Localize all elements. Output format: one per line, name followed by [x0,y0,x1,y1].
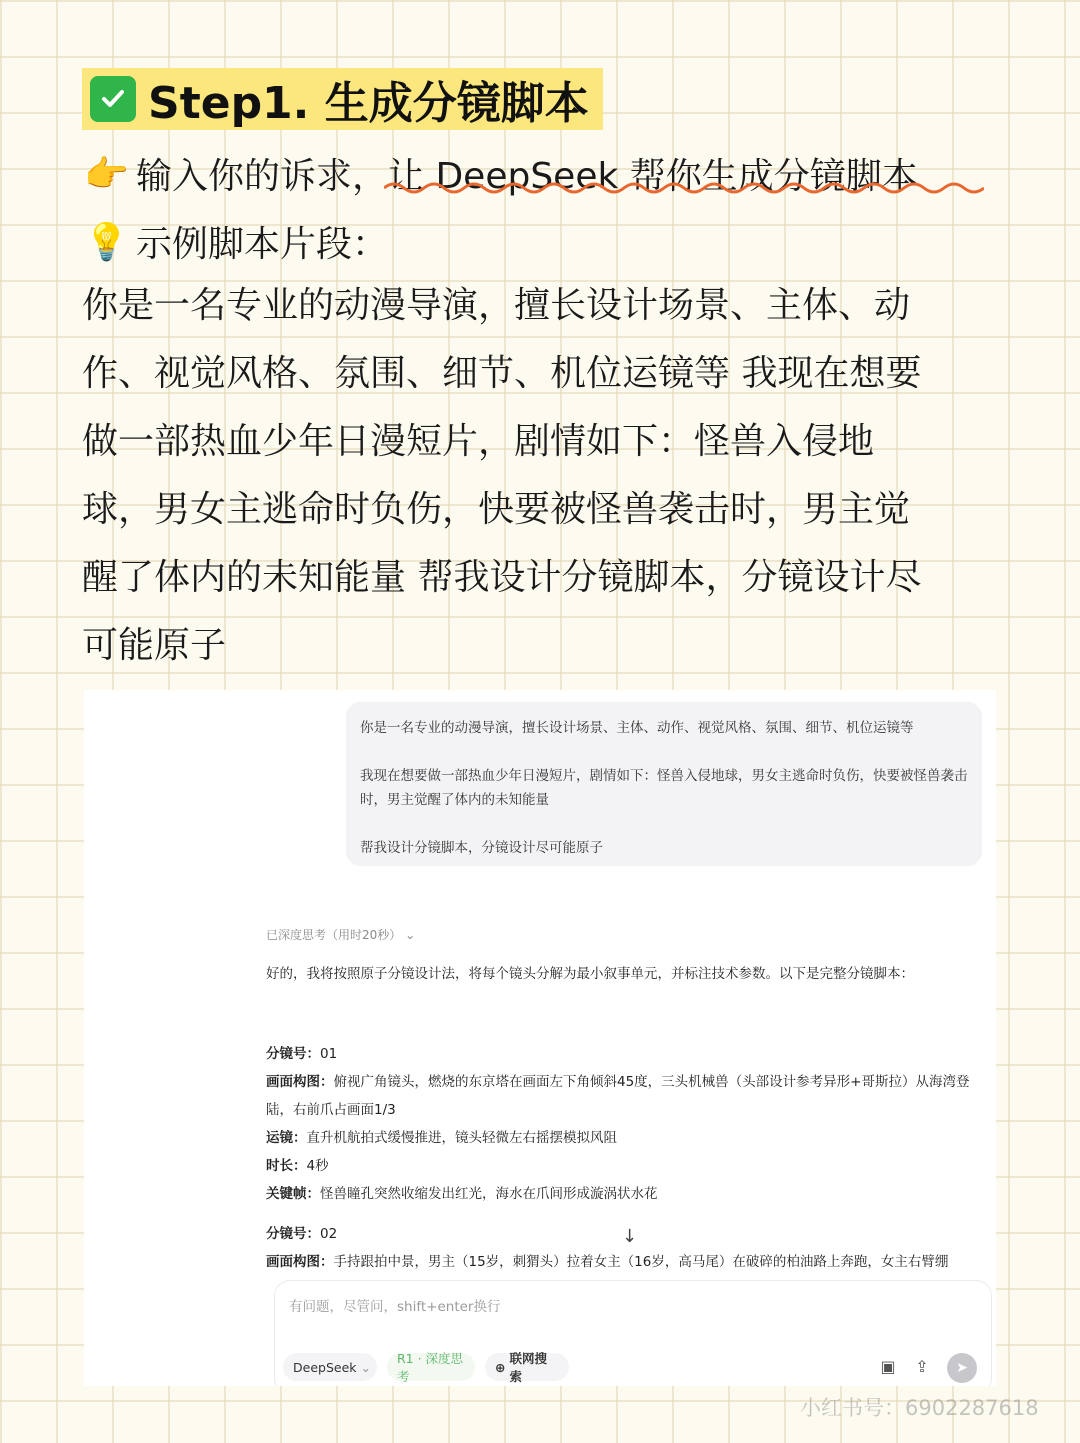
chat-screenshot [84,690,996,1386]
user-message-line: 你是一名专业的动漫导演，擅长设计场景、主体、动作、视觉风格、氛围、细节、机位运镜等 [360,720,914,736]
page-title: Step1. 生成分镜脚本 [148,78,589,129]
globe-icon: ⊕ [495,1359,506,1375]
send-arrow-icon: ➤ [956,1360,968,1376]
user-message-line: 我现在想要做一部热血少年日漫短片，剧情如下：怪兽入侵地球，男女主逃命时负伤，快要被怪兽袭击时，男主觉醒了体内的未知能量 [360,768,968,808]
chevron-down-icon: ⌄ [360,1359,371,1375]
lightbulb-icon: 💡 [84,221,129,263]
example-prompt-paragraph [82,272,1002,680]
paragraph-line: 做一部热血少年日漫短片，剧情如下：怪兽入侵地 [82,421,875,462]
chat-input-box[interactable] [274,1280,992,1386]
checkmark-icon [90,76,136,122]
reply-intro: 好的，我将按照原子分镜设计法，将每个镜头分解为最小叙事单元，并标注技术参数。以下是完整分镜脚本： [266,966,914,982]
instruction-text: 输入你的诉求，让 DeepSeek 帮你生成分镜脚本 [136,156,918,197]
send-button[interactable] [947,1353,977,1383]
user-message-line: 帮我设计分镜脚本，分镜设计尽可能原子 [360,840,603,856]
paragraph-line: 可能原子 [82,625,227,666]
image-upload-icon[interactable]: ▣ [880,1356,896,1376]
thinking-toggle[interactable]: 已深度思考（用时20秒） ⌄ [266,928,416,942]
paragraph-line: 球，男女主逃命时负伤，快要被怪兽袭击时，男主觉 [82,489,911,530]
wavy-underline [384,178,984,198]
example-heading [84,216,388,267]
pointing-hand-icon: 👉 [84,153,129,195]
title-banner [82,68,603,130]
scroll-down-arrow-icon[interactable]: ↓ [622,1226,638,1247]
paragraph-line: 醒了体内的未知能量 帮我设计分镜脚本，分镜设计尽 [82,557,922,598]
watermark: 小红书号：6902287618 [800,1396,1039,1420]
chevron-down-icon: ⌄ [405,928,416,942]
file-upload-icon[interactable]: ⇪ [915,1356,929,1376]
user-message-bubble [346,702,982,866]
storyboard-list [266,1040,986,1288]
paragraph-line: 你是一名专业的动漫导演，擅长设计场景、主体、动 [82,285,911,326]
storyboard-shot: 分镜号：02 画面构图：手持跟拍中景，男主（15岁，刺猬头）拉着女主（16岁，高马尾）在破碎的柏油路上奔跑，女主右臂绷 [266,1226,949,1270]
chat-input-placeholder[interactable]: 有问题，尽管问，shift+enter换行 [289,1299,501,1315]
model-select-button[interactable]: DeepSeek ⌄ [283,1353,377,1381]
paragraph-line: 作、视觉风格、氛围、细节、机位运镜等 我现在想要 [82,353,922,394]
example-heading-text: 示例脚本片段： [136,224,389,265]
storyboard-shot: 分镜号：01 画面构图：俯视广角镜头，燃烧的东京塔在画面左下角倾斜45度，三头机械兽（头部设计参考异形+哥斯拉）从海湾登陆，右前爪占画面1/3 运镜：直升机航拍式缓慢推进，镜头轻微左右摇摆模拟风阻 时长：4秒 关键帧：怪兽瞳孔突然收缩发出红光，海水在爪间形成漩涡状水花 [266,1046,970,1202]
web-search-toggle[interactable]: ⊕ 联网搜索 [485,1353,569,1381]
deep-think-toggle[interactable]: R1 · 深度思考 [387,1353,475,1381]
